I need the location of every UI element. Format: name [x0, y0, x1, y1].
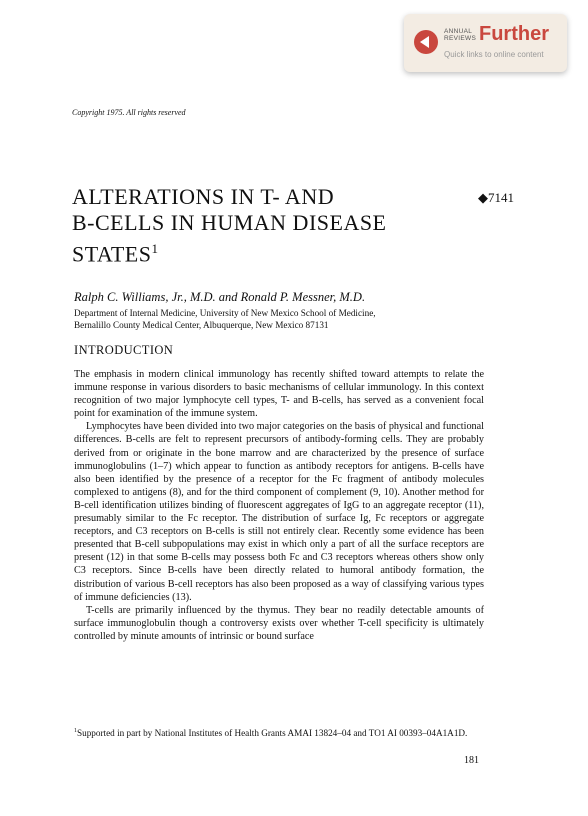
- page-number: 181: [464, 755, 479, 766]
- affiliation: Department of Internal Medicine, University of New Mexico School of Medicine, Bernalillo County Medical Center, Albuquerque, New Mexico 87131: [74, 308, 376, 330]
- title-footnote-marker[interactable]: 1: [151, 241, 159, 256]
- annual-reviews-logo: ANNUAL REVIEWS: [444, 28, 477, 42]
- body-text: [74, 368, 484, 643]
- paragraph: The emphasis in modern clinical immunology has recently shifted toward attempts to relate the immune response in various disorders to basic mechanisms of cellular immunology. In this context recognition of two major lymphocyte cell types, T- and B-cells, has served as a convenient focal point for examination of the immune system.: [74, 369, 484, 420]
- section-heading: INTRODUCTION: [74, 343, 174, 357]
- further-badge[interactable]: [404, 14, 567, 72]
- article-title: [72, 184, 387, 267]
- title-line: ALTERATIONS IN T- AND: [72, 184, 335, 209]
- footnote-marker: 1: [74, 728, 77, 734]
- further-tagline[interactable]: Quick links to online content: [444, 50, 544, 59]
- title-line: STATES$^1$: [72, 241, 159, 267]
- footnote: $^1$Supported in part by National Institutes of Health Grants AMAI 13824–04 and TO1 AI 00393–04A1A1D.: [74, 728, 468, 739]
- article-code: ◆7141: [478, 190, 514, 205]
- paragraph: Lymphocytes have been divided into two major categories on the basis of physical and functional differences. B-cells are felt to represent precursors of antibody-forming cells. They are probably derived from or originate in the bone marrow and are characterized by the presence of surface immunoglobulins (1–7) which appear to function as antibody receptors for antigens. B-cells have also been identified by the presence of a receptor for the Fc fragment of antibody molecules complexed to antigens (8), and for the third component of complement (9, 10). Another method for B-cell identification utilizes binding of fluorescent aggregates of IgG to an aggregate receptor (11), presumably similar to the Fc receptor. The distribution of surface Ig, Fc receptors or aggregate receptors, and C3 receptors on B-cells is still not entirely clear. Recently some evidence has been presented that B-cell subpopulations may exist in which only a part of all the surface receptors are present (12) in that some B-cells may possess both Fc and C3 receptors whereas others show only C3 receptors. Since B-cells have been directly related to humoral antibody formation, the distribution of various B-cell receptors has also been proposed as a way of classifying various types of immune deficiencies (13).: [74, 421, 484, 603]
- further-label: Further: [479, 23, 549, 45]
- title-line: B-CELLS IN HUMAN DISEASE: [72, 210, 387, 235]
- play-arrow-icon: [414, 30, 438, 54]
- copyright-notice: Copyright 1975. All rights reserved: [72, 108, 186, 117]
- authors: Ralph C. Williams, Jr., M.D. and Ronald P. Messner, M.D.: [74, 290, 366, 304]
- paragraph: T-cells are primarily influenced by the thymus. They bear no readily detectable amounts of surface immunoglobulin though a controversy exists over whether T-cell specificity is ultimately controlled by minute amounts of intrinsic or bound surface: [74, 604, 484, 642]
